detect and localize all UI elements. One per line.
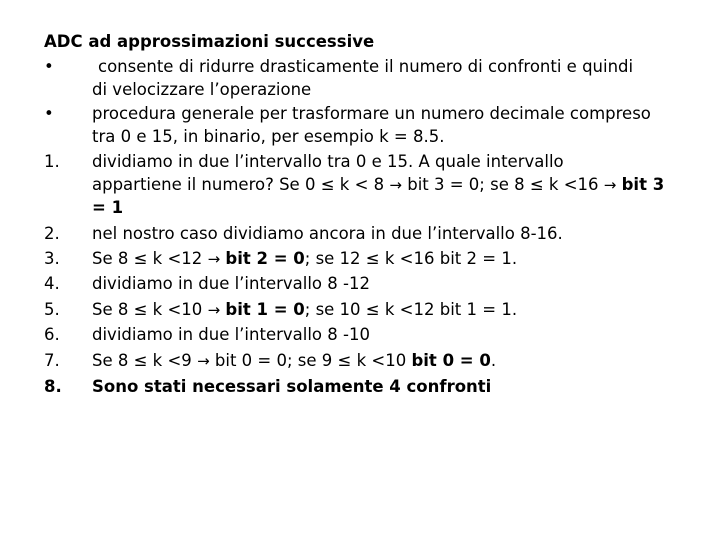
arrow-right-icon: → (389, 176, 402, 194)
step-text: Se 8 ≤ k <12 (92, 249, 203, 268)
bullet-marker: • (44, 104, 54, 123)
step-text: dividiamo in due l’intervallo 8 -12 (92, 274, 370, 293)
step-text: dividiamo in due l’intervallo 8 -10 (92, 325, 370, 344)
step-number: 4. (44, 274, 60, 293)
step-number: 6. (44, 325, 60, 344)
step-number: 8. (44, 377, 62, 396)
step-text: bit 3 = 0; se 8 ≤ k <16 (407, 175, 599, 194)
step-number: 7. (44, 351, 60, 370)
step-text-bold: bit 2 = 0 (225, 249, 305, 268)
step-text-bold: bit 0 = 0 (411, 351, 491, 370)
step-text-bold: bit 1 = 0 (225, 300, 305, 319)
step-text: dividiamo in due l’intervallo tra 0 e 15. A quale intervallo (92, 152, 564, 171)
bullet-line: di velocizzare l’operazione (92, 80, 312, 99)
slide-title: ADC ad approssimazioni successive (44, 32, 375, 51)
step-text: ; se 10 ≤ k <12 bit 1 = 1. (304, 300, 518, 319)
arrow-right-icon: → (603, 176, 617, 194)
step-number: 1. (44, 152, 60, 171)
step-text-bold: Sono stati necessari solamente 4 confronti (92, 377, 492, 396)
step-number: 3. (44, 249, 60, 268)
step-number: 5. (44, 300, 60, 319)
arrow-right-icon: → (197, 352, 210, 370)
step-text: nel nostro caso dividiamo ancora in due l’intervallo 8-16. (92, 224, 563, 243)
bullet-line: procedura generale per trasformare un numero decimale compreso (92, 104, 651, 123)
arrow-right-icon: → (207, 301, 221, 319)
bullet-line: consente di ridurre drasticamente il numero di confronti e quindi (98, 57, 634, 76)
arrow-right-icon: → (207, 250, 221, 268)
step-text: ; se 12 ≤ k <16 bit 2 = 1. (304, 249, 518, 268)
step-number: 2. (44, 224, 60, 243)
step-text: Se 8 ≤ k <9 (92, 351, 192, 370)
step-text: . (490, 351, 497, 370)
bullet-marker: • (44, 57, 54, 76)
step-text-bold: bit 3 (621, 175, 665, 194)
bullet-line: tra 0 e 15, in binario, per esempio k = 8.5. (92, 127, 445, 146)
step-text: Se 8 ≤ k <10 (92, 300, 203, 319)
step-text: bit 0 = 0; se 9 ≤ k <10 (214, 351, 407, 370)
step-text: appartiene il numero? Se 0 ≤ k < 8 (92, 175, 385, 194)
step-text-bold: = 1 (92, 198, 124, 217)
